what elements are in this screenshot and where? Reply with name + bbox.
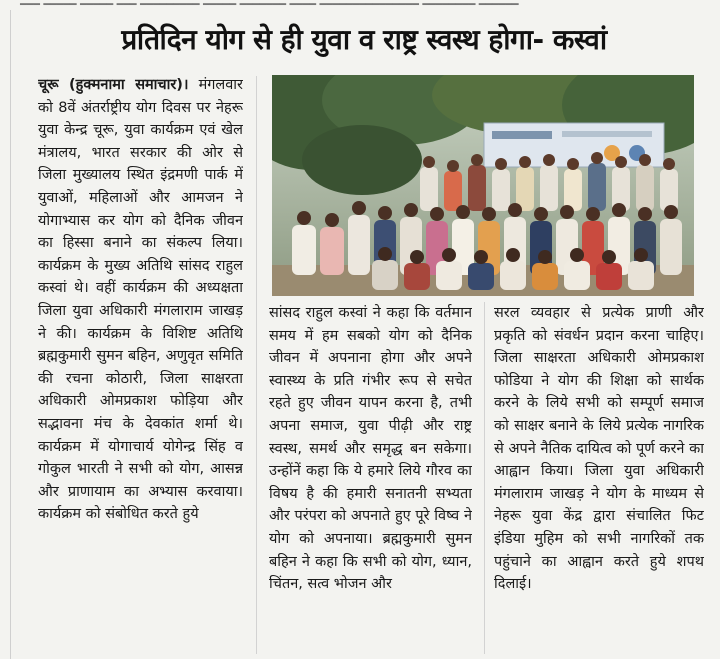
article-column-2: सांसद राहुल कस्वां ने कहा कि वर्तमान समय में हम सबको योग को दैनिक जीवन में अपनाना होगा और अपने स्वास्थ्य के प्रति गंभीर रूप से सचेत रहते हुए जीवन यापन करना है, तभी अपना समाज, युवा पीढ़ी और राष्ट्र स्वस्थ, समर्थ और समृद्ध बन सकेगा। उन्होंनें कहा कि ये हमारे लिये गौरव का विषय है की हमारी सनातनी सभ्यता और परंपरा को अपनाते हुए पूरे विष्व ने योग को अपनाया। ब्रह्मकुमारी सुमन बहिन ने कहा कि सभी को योग, ध्यान, चिंतन, सत्व भोजन और xyxy=(269,305,472,593)
cropped-previous-article: ━━━ ━━━━━ ━━━━━ ━━━ ━━━━━━━━━ ━━━━━ ━━━━━━━ ━━━━ ━━━━━━━━━━━━━━━ ━━━━━━━━ ━━━━━━ xyxy=(20,0,519,10)
article-headline: प्रतिदिन योग से ही युवा व राष्ट्र स्वस्थ होगा- कस्वां xyxy=(121,23,607,56)
yoga-day-group-photo xyxy=(272,75,694,296)
article-column-3: सरल व्यवहार से प्रत्येक प्राणी और प्रकृति को संवर्धन प्रदान करना चाहिए। जिला साक्षरता अधिकारी ओमप्रकाश फोडिया ने योग की शिक्षा को सार्थक करने के लिये सभी को सम्पूर्ण समाज को साक्षर बनाने के लिये प्रत्येक नागरिक से अपने नैतिक दायित्व को पूर्ण करने का आह्वान किया। जिला युवा अधिकारी मंगलाराम जाखड़ ने योग के माध्यम से नेहरू युवा केंद्र द्वारा संचालित फिट इंडिया मुहिम को सभी नागरिकों तक पहुंचाने का आह्वान करते हुये शपथ दिलाई। xyxy=(494,305,704,593)
article-column-1 xyxy=(38,74,243,654)
article-dateline: चूरू (हुक्मनामा समाचार)। xyxy=(38,77,189,93)
column-divider-2 xyxy=(484,302,485,654)
page-margin-rule xyxy=(10,10,11,659)
column-divider-1 xyxy=(256,76,257,654)
column-1-text: मंगलवार को 8वें अंतर्राष्ट्रीय योग दिवस पर नेहरू युवा केन्द्र चूरू, युवा कार्यक्रम एवं खेल मंत्रालय, भारत सरकार की ओर से जिला मुख्यालय स्थित इंद्रमणी पार्क में युवाओं, महिलाओं और आमजन ने योगाभ्यास कर योग को दैनिक जीवन का हिस्सा बनाने का संकल्प लिया। कार्यक्रम के मुख्य अतिथि सांसद राहुल कस्वां थे। वहीं कार्यक्रम की अध्यक्षता जिला युवा अधिकारी मंगलाराम जाखड़ ने की। कार्यक्रम के विशिष्ट अतिथि ब्रह्मकुमारी सुमन बहिन, अणुवृत समिति की रचना कोठारी, जिला साक्षरता अधिकारी ओमप्रकाश फोड़िया और सद्भावना मंच के देवकांत शर्मा थे। कार्यक्रम में योगाचार्य योगेन्द्र सिंह व गोकुल भारती ने सभी को योग, आसन्न और प्राणायाम का अभ्यास करवाया। कार्यक्रम को संबोधित करते हुये xyxy=(38,77,243,523)
